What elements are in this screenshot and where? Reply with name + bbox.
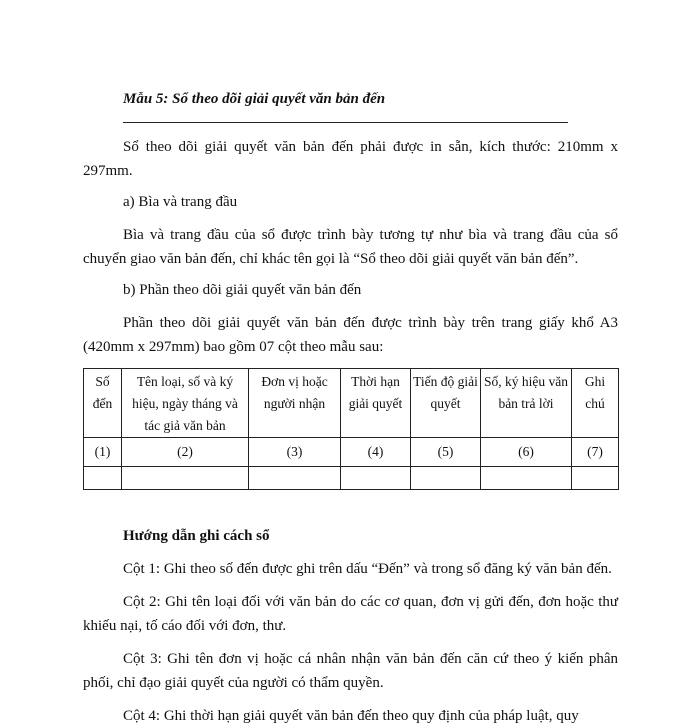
table-blank-cell: [84, 467, 122, 490]
table-number-cell: (1): [84, 438, 122, 467]
table-header-cell: Số đến: [84, 369, 122, 438]
paragraph-layout: Phần theo dõi giải quyết văn bản đến được trình bày trên trang giấy khổ A3 (420mm x 297mm) bao gồm 07 cột theo mẫu sau:: [83, 315, 618, 355]
guide-heading: Hướng dẫn ghi cách sổ: [123, 528, 270, 544]
table-blank-cell: [122, 467, 249, 490]
guide-item: Cột 2: Ghi tên loại đối với văn bản do các cơ quan, đơn vị gửi đến, đơn hoặc thư khiếu nại, tố cáo đối với đơn, thư.: [83, 594, 618, 634]
title-underline: [123, 122, 568, 123]
table-blank-cell: [249, 467, 341, 490]
table-number-row: [84, 438, 619, 467]
section-b-heading: b) Phần theo dõi giải quyết văn bản đến: [123, 282, 362, 298]
paragraph-cover: Bìa và trang đầu của sổ được trình bày tương tự như bìa và trang đầu của sổ chuyển giao văn bản đến, chỉ khác tên gọi là “Sổ theo dõi giải quyết văn bản đến”.: [83, 227, 618, 267]
guide-item: Cột 1: Ghi theo số đến được ghi trên dấu “Đến” và trong sổ đăng ký văn bản đến.: [123, 561, 612, 577]
table-blank-cell: [481, 467, 572, 490]
table-blank-cell: [411, 467, 481, 490]
table-number-cell: (3): [249, 438, 341, 467]
table-header-cell: Ghi chú: [572, 369, 619, 438]
table-header-cell: Thời hạn giải quyết: [341, 369, 411, 438]
section-a-heading: a) Bìa và trang đầu: [123, 194, 238, 210]
paragraph-size: Sổ theo dõi giải quyết văn bản đến phải được in sẵn, kích thước: 210mm x 297mm.: [83, 139, 618, 179]
form-title: Mẫu 5: Sổ theo dõi giải quyết văn bản đến: [123, 91, 386, 107]
table-number-cell: (5): [411, 438, 481, 467]
table-blank-cell: [341, 467, 411, 490]
table-header-cell: Tiến độ giải quyết: [411, 369, 481, 438]
document-content: [83, 88, 618, 728]
guide-item: Cột 3: Ghi tên đơn vị hoặc cá nhân nhận văn bản đến căn cứ theo ý kiến phân phối, chỉ đạo giải quyết của người có thẩm quyền.: [83, 651, 618, 691]
table-header-row: [84, 369, 619, 438]
table-header-cell: Tên loại, số và ký hiệu, ngày tháng và tác giả văn bản: [122, 369, 249, 438]
table-number-cell: (7): [572, 438, 619, 467]
guide-item: Cột 4: Ghi thời hạn giải quyết văn bản đến theo quy định của pháp luật, quy: [123, 708, 579, 724]
table-blank-row: [84, 467, 619, 490]
table-header-cell: Số, ký hiệu văn bản trả lời: [481, 369, 572, 438]
table-number-cell: (4): [341, 438, 411, 467]
table-blank-cell: [572, 467, 619, 490]
table-number-cell: (2): [122, 438, 249, 467]
tracking-table: [83, 368, 619, 490]
table-header-cell: Đơn vị hoặc người nhận: [249, 369, 341, 438]
table-number-cell: (6): [481, 438, 572, 467]
